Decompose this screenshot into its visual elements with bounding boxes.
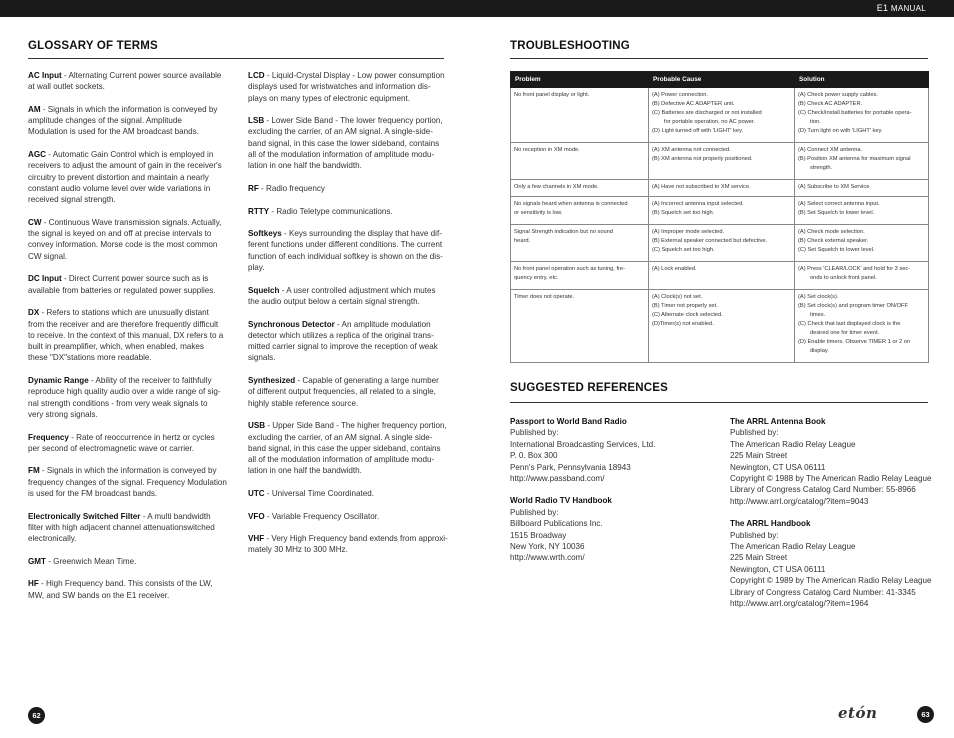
- glossary-term: CW: [28, 217, 42, 227]
- glossary-definition: lation in one half the bandwidth.: [248, 466, 362, 476]
- solution-line: tion.: [810, 119, 821, 125]
- glossary-definition: per second of electromagnetic wave or carrier.: [28, 443, 195, 453]
- column-header-solution: Solution: [795, 72, 929, 88]
- references-rule: [510, 402, 928, 403]
- glossary-term: DC Input: [28, 274, 62, 284]
- glossary-column-1: [28, 70, 228, 612]
- glossary-definition: - High Frequency band. This consists of the LW,: [38, 579, 213, 589]
- reference-line: 225 Main Street: [730, 451, 788, 461]
- problem-line: No signals heard when antenna is connected: [514, 201, 628, 207]
- cell-cause: [649, 143, 795, 180]
- problem-line: No reception in XM mode.: [514, 147, 580, 153]
- cell-problem: [511, 290, 649, 363]
- cell-problem: [511, 197, 649, 225]
- glossary-entry: [248, 319, 448, 364]
- cell-cause: [649, 197, 795, 225]
- cause-line: (B) Timer not properly set.: [652, 303, 718, 309]
- glossary-entry: [28, 432, 228, 455]
- glossary-definition: - Radio Teletype communications.: [269, 206, 393, 216]
- glossary-entry: [248, 228, 448, 273]
- glossary-entry: [28, 375, 228, 420]
- problem-line: quency entry, etc.: [514, 275, 559, 281]
- glossary-definition: - Continuous Wave transmission signals. Actually,: [41, 217, 222, 227]
- glossary-definition: - Refers to stations which are unusually distant: [39, 308, 209, 318]
- glossary-definition: - Signals in which the information is conveyed by: [39, 466, 217, 476]
- reference-line: Published by:: [510, 507, 559, 517]
- solution-line: (B) Set clock(s) and program timer ON/OFF: [798, 303, 908, 309]
- glossary-term: HF: [28, 579, 39, 589]
- glossary-term: DX: [28, 308, 40, 318]
- cell-solution: [795, 262, 929, 290]
- cause-line: (D) Light turned off with 'LIGHT' key.: [652, 128, 744, 134]
- glossary-term: Dynamic Range: [28, 376, 89, 386]
- glossary-definition: available from batteries or regulated power supplies.: [28, 285, 216, 295]
- glossary-definition: excluding the carrier, of an AM signal. A single-side-: [248, 127, 433, 137]
- reference-line: Copyright © 1988 by The American Radio Relay League: [730, 474, 932, 484]
- reference-title: The ARRL Handbook: [730, 519, 811, 529]
- glossary-definition: - Direct Current power source such as is: [61, 274, 209, 284]
- glossary-definition: mitted carrier signal to improve the reception of weak: [248, 342, 438, 352]
- cause-line: (B) External speaker connected but defective.: [652, 238, 768, 244]
- glossary-definition: circuitry to prevent distortion and maintain a nearly: [28, 172, 209, 182]
- problem-line: No front panel display or light.: [514, 92, 590, 98]
- reference-line: http://www.arrl.org/catalog/?item=9043: [730, 496, 869, 506]
- problem-line: or sensitivity is low.: [514, 210, 563, 216]
- solution-line: (A) Subscribe to XM Service.: [798, 184, 872, 190]
- glossary-definition: - Rate of reoccurrence in hertz or cycles: [68, 432, 215, 442]
- cell-cause: [649, 290, 795, 363]
- solution-line: (B) Check AC ADAPTER.: [798, 101, 863, 107]
- glossary-definition: excluding the carrier, of an AM signal. A single side-: [248, 432, 433, 442]
- glossary-entry: [248, 70, 448, 104]
- glossary-definition: these "DX"stations more readable.: [28, 353, 152, 363]
- glossary-definition: to receive. In the context of this manual, DX refers to a: [28, 330, 224, 340]
- glossary-definition: detector which utilizes a replica of the original trans-: [248, 330, 434, 340]
- glossary-term: Synthesized: [248, 376, 296, 386]
- glossary-definition: of different output frequencies, all related to a single,: [248, 387, 436, 397]
- glossary-definition: from the receiver and are therefore frequently difficult: [28, 319, 219, 329]
- cell-problem: [511, 225, 649, 262]
- solution-line: (D) Turn light on with 'LIGHT' key.: [798, 128, 883, 134]
- glossary-term: LCD: [248, 71, 265, 80]
- glossary-definition: lation in one half the bandwidth.: [248, 161, 362, 171]
- glossary-definition: is used for the FM broadcast bands.: [28, 488, 158, 498]
- cause-line: (A) Lock enabled.: [652, 266, 697, 272]
- reference-line: New York, NY 10036: [510, 542, 585, 552]
- reference-line: http://www.arrl.org/catalog/?item=1964: [730, 599, 869, 609]
- reference-gap: [510, 484, 725, 495]
- cell-problem: [511, 180, 649, 197]
- glossary-term: AM: [28, 104, 41, 114]
- reference-gap: [730, 507, 945, 518]
- reference-line: Published by:: [730, 530, 779, 540]
- column-header-problem: Problem: [511, 72, 649, 88]
- glossary-definition: at wall outlet sockets.: [28, 82, 105, 92]
- glossary-definition: the audio output below a certain signal strength.: [248, 296, 420, 306]
- troubleshooting-title: TROUBLESHOOTING: [510, 40, 630, 52]
- cell-solution: [795, 225, 929, 262]
- glossary-definition: function of each individual softkey is shown on the dis-: [248, 251, 443, 261]
- header-product: E1: [876, 3, 889, 13]
- references-column-2: [730, 416, 945, 610]
- solution-line: onds to unlock front panel.: [810, 275, 877, 281]
- glossary-term: LSB: [248, 116, 265, 126]
- glossary-definition: - Universal Time Coordinated.: [264, 488, 374, 498]
- glossary-entry: [248, 115, 448, 171]
- glossary-term: RF: [248, 183, 259, 193]
- table-row: [511, 262, 929, 290]
- glossary-definition: reproduce high quality audio over a wide range of sig-: [28, 387, 221, 397]
- cell-solution: [795, 143, 929, 180]
- glossary-definition: signals.: [248, 353, 276, 363]
- glossary-definition: - Automatic Gain Control which is employed in: [46, 150, 214, 160]
- cause-line: (A) Improper mode selected.: [652, 229, 725, 235]
- solution-line: times.: [810, 312, 826, 318]
- reference-line: 225 Main Street: [730, 553, 788, 563]
- cause-line: (B) XM antenna not properly positioned.: [652, 156, 753, 162]
- glossary-rule: [28, 58, 444, 59]
- glossary-entry: [248, 420, 448, 476]
- glossary-entry: [248, 285, 448, 308]
- cause-line: (A) Clock(s) not set.: [652, 294, 703, 300]
- solution-line: strength.: [810, 165, 833, 171]
- problem-line: heard.: [514, 238, 531, 244]
- glossary-definition: - Radio frequency: [258, 183, 325, 193]
- header-label: MANUAL: [890, 4, 926, 13]
- glossary-term: AGC: [28, 150, 46, 160]
- table-row: [511, 180, 929, 197]
- cause-line: for portable operation, no AC power.: [664, 119, 756, 125]
- glossary-definition: - A user controlled adjustment which mutes: [279, 285, 436, 295]
- cell-cause: [649, 180, 795, 197]
- glossary-definition: filter with high adjacent channel attenuationswitched: [28, 522, 215, 532]
- reference-line: Library of Congress Catalog Card Number: 41-3345: [730, 587, 916, 597]
- glossary-term: VHF: [248, 534, 265, 544]
- glossary-entry: [28, 217, 228, 262]
- glossary-definition: - Upper Side Band - The higher frequency portion,: [265, 421, 447, 431]
- cell-solution: [795, 180, 929, 197]
- glossary-term: Softkeys: [248, 229, 282, 239]
- glossary-entry: [248, 206, 448, 217]
- glossary-definition: frequency changes of the signal. Frequency Modulation: [28, 477, 227, 487]
- reference-line: P. 0. Box 300: [510, 451, 558, 461]
- glossary-definition: - Very High Frequency band extends from approxi-: [264, 534, 448, 544]
- cause-line: (A) Have not subscribed to XM service.: [652, 184, 751, 190]
- problem-line: Signal Strength indication but no sound: [514, 229, 613, 235]
- glossary-definition: - Ability of the receiver to faithfully: [88, 376, 212, 386]
- glossary-definition: constant audio volume level over wide variations in: [28, 183, 211, 193]
- glossary-entry: [248, 375, 448, 409]
- glossary-definition: receivers to adjust the amount of gain in the receiver's: [28, 161, 222, 171]
- glossary-definition: plays on many types of electronic equipment.: [248, 93, 410, 103]
- references-title: SUGGESTED REFERENCES: [510, 382, 668, 394]
- reference-line: http://www.wrth.com/: [510, 553, 585, 563]
- glossary-definition: - Lower Side Band - The lower frequency portion,: [264, 116, 443, 126]
- glossary-entry: [28, 149, 228, 205]
- reference-line: Copyright © 1989 by The American Radio Relay League: [730, 576, 932, 586]
- glossary-definition: band signal, in this case the upper sideband, contains: [248, 443, 441, 453]
- solution-line: (A) Check power supply cables.: [798, 92, 878, 98]
- cell-solution: [795, 88, 929, 143]
- table-row: [511, 88, 929, 143]
- glossary-definition: - Alternating Current power source available: [61, 71, 222, 80]
- reference-line: The American Radio Relay League: [730, 542, 856, 552]
- glossary-definition: highly stable reference source.: [248, 398, 359, 408]
- solution-line: desired one for timer event.: [810, 330, 880, 336]
- cause-line: (A) Incorrect antenna input selected.: [652, 201, 744, 207]
- glossary-definition: Modulation is used for the AM broadcast bands.: [28, 127, 199, 137]
- glossary-definition: - A multi bandwidth: [140, 511, 211, 521]
- table-row: [511, 197, 929, 225]
- table-row: [511, 290, 929, 363]
- glossary-definition: play.: [248, 263, 265, 273]
- solution-line: (B) Set Squelch to lower level.: [798, 210, 875, 216]
- reference-line: The American Radio Relay League: [730, 439, 856, 449]
- glossary-entry: [248, 533, 448, 556]
- cell-problem: [511, 88, 649, 143]
- glossary-definition: band signal, in this case the lower sideband, contains: [248, 138, 440, 148]
- cell-cause: [649, 225, 795, 262]
- glossary-definition: nal strength conditions - from very weak signals to: [28, 398, 208, 408]
- glossary-definition: all of the modulation information of amplitude modu-: [248, 455, 435, 465]
- reference-line: Library of Congress Catalog Card Number: 55-8966: [730, 485, 916, 495]
- column-header-cause: Probable Cause: [649, 72, 795, 88]
- solution-line: (A) Connect XM antenna.: [798, 147, 863, 153]
- glossary-entry: [28, 511, 228, 545]
- glossary-definition: - Keys surrounding the display that have dif-: [281, 229, 442, 239]
- brand-logo: etón: [838, 704, 878, 722]
- glossary-entry: [28, 307, 228, 363]
- glossary-term: Synchronous Detector: [248, 319, 335, 329]
- solution-line: (A) Select correct antenna input.: [798, 201, 880, 207]
- glossary-definition: received signal strength.: [28, 195, 116, 205]
- solution-line: (C) Set Squelch to lower level.: [798, 247, 875, 253]
- cause-line: (A) Power connection.: [652, 92, 708, 98]
- reference-line: http://www.passband.com/: [510, 474, 605, 484]
- glossary-entry: [28, 104, 228, 138]
- glossary-term: Electronically Switched Filter: [28, 511, 141, 521]
- glossary-term: VFO: [248, 511, 265, 521]
- page-number-left: 62: [28, 707, 45, 724]
- glossary-definition: mately 30 MHz to 300 MHz.: [248, 545, 348, 555]
- glossary-definition: displays used for wristwatches and information dis-: [248, 82, 431, 92]
- glossary-term: GMT: [28, 556, 46, 566]
- manual-header: [877, 3, 926, 13]
- solution-line: (A) Check mode selection.: [798, 229, 865, 235]
- glossary-entry: [28, 465, 228, 499]
- glossary-definition: - Greenwich Mean Time.: [45, 556, 137, 566]
- glossary-definition: the signal is keyed on and off at precise intervals to: [28, 229, 212, 239]
- problem-line: Only a few channels in XM mode.: [514, 184, 599, 190]
- glossary-term: UTC: [248, 488, 265, 498]
- cause-line: (C) Batteries are discharged or not installed: [652, 110, 762, 116]
- reference-line: Penn's Park, Pennsylvania 18943: [510, 462, 631, 472]
- glossary-definition: amplitude changes of the signal. Amplitude: [28, 116, 182, 126]
- top-header-bar: [0, 0, 954, 17]
- glossary-term: FM: [28, 466, 40, 476]
- reference-line: Published by:: [730, 428, 779, 438]
- cause-line: (C) Alternate clock selected.: [652, 312, 723, 318]
- reference-title: Passport to World Band Radio: [510, 417, 627, 426]
- cause-line: (D)Timer(s) not enabled.: [652, 321, 714, 327]
- reference-title: The ARRL Antenna Book: [730, 417, 826, 426]
- solution-line: (A) Press 'CLEAR/LOCK' and hold for 3 sec-: [798, 266, 911, 272]
- glossary-definition: MW, and SW bands on the E1 receiver.: [28, 590, 170, 600]
- glossary-definition: convey information. Morse code is the most common: [28, 240, 218, 250]
- glossary-definition: - An amplitude modulation: [334, 319, 431, 329]
- cause-line: (B) Defective AC ADAPTER unit.: [652, 101, 735, 107]
- problem-line: No front panel operation such as tuning, fre-: [514, 266, 625, 272]
- solution-line: (C) Check/install batteries for portable opera-: [798, 110, 912, 116]
- glossary-term: USB: [248, 421, 266, 431]
- glossary-column-2: [248, 70, 448, 567]
- cause-line: (B) Squelch set too high.: [652, 210, 715, 216]
- glossary-entry: [28, 578, 228, 601]
- glossary-definition: all of the modulation information of amplitude modu-: [248, 150, 435, 160]
- glossary-definition: electronically.: [28, 534, 77, 544]
- solution-line: (C) Check that last displayed clock is the: [798, 321, 901, 327]
- glossary-definition: - Variable Frequency Oscillator.: [264, 511, 380, 521]
- glossary-entry: [28, 273, 228, 296]
- glossary-term: Squelch: [248, 285, 280, 295]
- troubleshooting-table: [510, 71, 929, 363]
- reference-line: International Broadcasting Services, Ltd.: [510, 439, 656, 449]
- reference-line: 1515 Broadway: [510, 530, 567, 540]
- glossary-definition: very strong signals.: [28, 409, 98, 419]
- glossary-entry: [28, 70, 228, 93]
- reference-line: Newington, CT USA 06111: [730, 462, 826, 472]
- reference-line: Billboard Publications Inc.: [510, 519, 603, 529]
- reference-line: Published by:: [510, 428, 559, 438]
- glossary-definition: - Signals in which the information is conveyed by: [40, 104, 218, 114]
- solution-line: (D) Enable timers. Observe TIMER 1 or 2 on: [798, 339, 911, 345]
- glossary-definition: CW signal.: [28, 251, 68, 261]
- glossary-term: RTTY: [248, 206, 270, 216]
- solution-line: (A) Set clock(s).: [798, 294, 839, 300]
- page-number-right: 63: [917, 706, 934, 723]
- references-column-1: [510, 416, 725, 564]
- table-row: [511, 225, 929, 262]
- cell-solution: [795, 197, 929, 225]
- glossary-entry: [28, 556, 228, 567]
- glossary-entry: [248, 511, 448, 522]
- glossary-entry: [248, 488, 448, 499]
- glossary-definition: built in preamplifier, which, when enabled, makes: [28, 342, 204, 352]
- glossary-definition: ferent functions under different conditions. The current: [248, 240, 443, 250]
- reference-line: Newington, CT USA 06111: [730, 564, 826, 574]
- solution-line: display.: [810, 348, 829, 354]
- problem-line: Timer does not operate.: [514, 294, 575, 300]
- glossary-term: AC Input: [28, 71, 62, 80]
- glossary-definition: - Liquid-Crystal Display - Low power consumption: [264, 71, 445, 80]
- cell-problem: [511, 262, 649, 290]
- solution-line: (B) Position XM antenna for maximum signal: [798, 156, 911, 162]
- cell-cause: [649, 262, 795, 290]
- glossary-title: GLOSSARY OF TERMS: [28, 40, 158, 52]
- cell-problem: [511, 143, 649, 180]
- solution-line: (B) Check external speaker.: [798, 238, 869, 244]
- glossary-entry: [248, 183, 448, 194]
- reference-title: World Radio TV Handbook: [510, 496, 612, 506]
- cell-solution: [795, 290, 929, 363]
- cause-line: (A) XM antenna not connected.: [652, 147, 731, 153]
- troubleshooting-rule: [510, 58, 928, 59]
- glossary-definition: - Capable of generating a large number: [295, 376, 439, 386]
- cell-cause: [649, 88, 795, 143]
- glossary-term: Frequency: [28, 432, 69, 442]
- table-row: [511, 143, 929, 180]
- cause-line: (C) Squelch set too high.: [652, 247, 715, 253]
